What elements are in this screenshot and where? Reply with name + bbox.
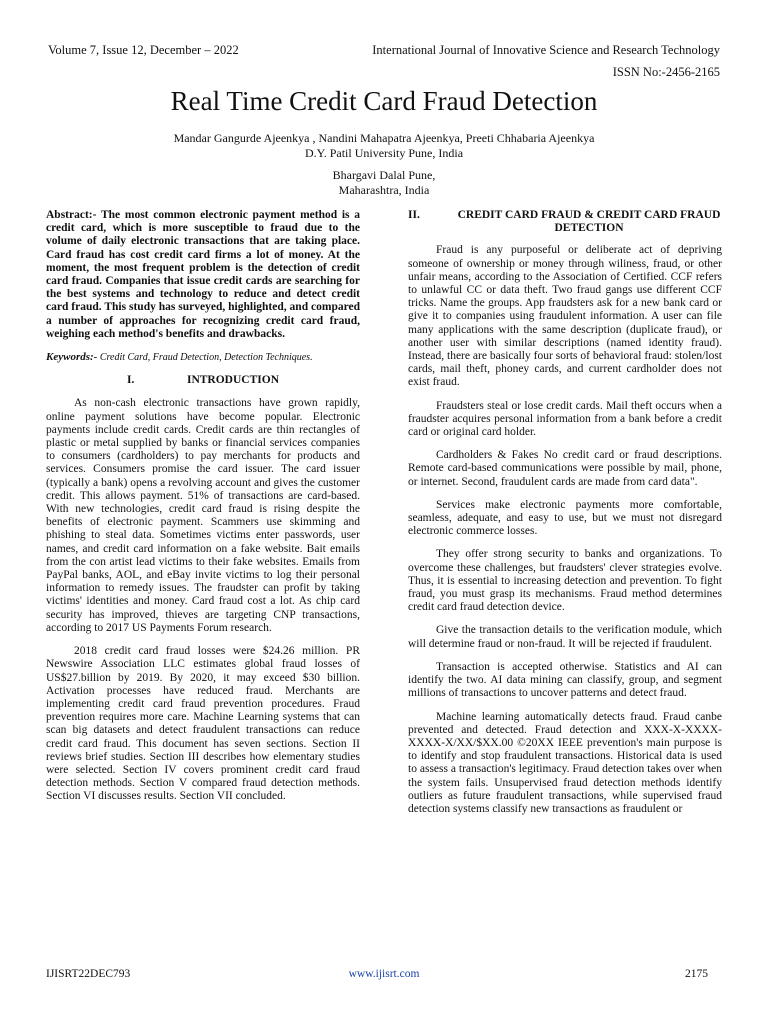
keywords-label: Keywords:-	[46, 351, 98, 364]
paragraph: Services make electronic payments more comfortable, seamless, adequate, and easy to use, but we must not disregard electronic commerce losses.	[408, 498, 722, 538]
keywords	[46, 351, 360, 364]
section-heading-introduction	[46, 374, 360, 387]
section-title: INTRODUCTION	[186, 374, 279, 387]
volume-info: Volume 7, Issue 12, December – 2022	[48, 43, 239, 57]
author-name-2: Bhargavi Dalal Pune,	[332, 168, 436, 182]
paragraph: Fraudsters steal or lose credit cards. Mail theft occurs when a fraudster acquires personal information from a bank before a credit card or original card holder.	[408, 399, 722, 439]
author-names: Mandar Gangurde Ajeenkya , Nandini Mahapatra Ajeenkya, Preeti Chhabaria Ajeenkya	[173, 131, 595, 145]
paragraph: Fraud is any purposeful or deliberate act of depriving someone of ownership or money through wiliness, fraud, or other unfair means, according to the Association of Certified. CCF refers to unlawful CC or data theft. Two fraud gangs use different CCF tricks. Name the groups. App fraudsters ask for a new bank card or give it to companies using fraudulent information. A user can file many applications with the same description (duplicate fraud), or another user with similar descriptions (named identity fraud). Instead, there are basically four sorts of behavioral fraud: stolen/lost cards, mail theft, phoney cards, and current cardholder does not exist fraud.	[408, 244, 722, 389]
paragraph: Transaction is accepted otherwise. Statistics and AI can identify the two. AI data mining can classify, group, and segment millions of transactions to uncover patterns and detect fraud.	[408, 660, 722, 700]
left-column	[46, 209, 360, 814]
paper-title: Real Time Credit Card Fraud Detection	[170, 86, 598, 116]
section-title: CREDIT CARD FRAUD & CREDIT CARD FRAUD DETECTION	[457, 209, 721, 235]
section-number: II.	[408, 209, 420, 221]
paper-id: IJISRT22DEC793	[46, 968, 131, 980]
section-heading-fraud-detection	[408, 209, 722, 235]
paragraph: They offer strong security to banks and organizations. To overcome these challenges, but fraudsters' clever strategies evolve. Thus, it is essential to increasing detection and prevention. To fight fraud, you must grasp its mechanisms. Fraud method determines credit card fraud detection device.	[408, 548, 722, 614]
abstract: Abstract:- The most common electronic payment method is a credit card, which is more susceptible to fraud due to the volume of daily electronic transactions that are taking place. Card fraud has cost credit card firms a lot of money. At the moment, the most frequent problem is the detection of credit card fraud. Companies that issue credit cards are searching for the best systems and technology to reduce and detect credit card fraud. This study has surveyed, highlighted, and compared a number of approaches for recognizing credit card fraud, weighing each method's benefits and drawbacks.	[46, 209, 360, 340]
section-number: I.	[126, 374, 135, 387]
issn: ISSN No:-2456-2165	[612, 65, 720, 79]
author-block	[0, 131, 768, 161]
paragraph: Give the transaction details to the verification module, which will determine fraud or non-fraud. It will be rejected if fraudulent.	[408, 624, 722, 650]
journal-name: International Journal of Innovative Science and Research Technology	[372, 43, 720, 57]
page-number: 2175	[685, 968, 708, 980]
right-column	[408, 209, 722, 826]
keywords-text: Credit Card, Fraud Detection, Detection Techniques.	[97, 352, 313, 364]
paragraph: Cardholders & Fakes No credit card or fraud descriptions. Remote card-based communications were possible by mail, phone, or internet. Second, fraudulent cards are made from card data".	[408, 449, 722, 488]
website-link[interactable]: www.ijisrt.com	[348, 968, 420, 980]
author-block-2	[0, 168, 768, 198]
paragraph: Machine learning automatically detects fraud. Fraud canbe prevented and detected. Fraud detection and XXX-X-XXXX-XXXX-X/XX/$XX.00 ©20XX IEEE prevention's main purpose is to identify and stop fraudulent transactions. Historical data is used to assess a transaction's legitimacy. Fraud detection takes over when the system fails. Unsupervised fraud detection methods identify outliers as future fraudulent transactions, while supervised fraud detection systems classify new transactions as fraudulent or	[408, 710, 722, 815]
paragraph: 2018 credit card fraud losses were $24.26 million. PR Newswire Association LLC estimates global fraud losses of US$27.billion by 2019. By 2020, it may exceed $30 billion. Activation processes have reduced fraud. Merchants are implementing credit card fraud prevention procedures. Fraud prevention requires more care. Machine Learning systems that can scan big datasets and detect fraudulent transactions can reduce credit card fraud. This document has seven sections. Section II reviews brief studies. Section III describes how elementary studies were selected. Section IV covers prominent credit card fraud detection methods. Section V compared fraud detection methods. Section VI discusses results. Section VII concluded.	[46, 645, 360, 803]
paragraph: As non-cash electronic transactions have grown rapidly, online payment solutions have become popular. Electronic payments include credit cards. Credit cards are thin rectangles of plastic or metal supplied by banks or financial services companies to consumers (cardholders) to pay merchants for products and services. Consumers promise the card issuer. The card issuer (typically a bank) opens a revolving account and gives the customer credit. This allows payment. 51% of transactions are card-based. With new technologies, credit card fraud is rising despite the benefits of electronic payment. Scammers use skimming and phishing to steal data. Sometimes victims enter passwords, user names, and credit card information on a fake website. Bait emails from the con artist lead victims to their fake websites. Emails from PayPal banks, AOL, and eBay invite victims to log their personal information to remedy issues. The fraudster can profit by taking victims' identities and money. Card fraud cost a lot. As chip card security has improved, thieves are targeting CNP transactions, according to 2017 US Payments Forum research.	[46, 397, 360, 634]
author-affiliation-2: Maharashtra, India	[338, 183, 430, 197]
author-affiliation: D.Y. Patil University Pune, India	[304, 146, 464, 160]
